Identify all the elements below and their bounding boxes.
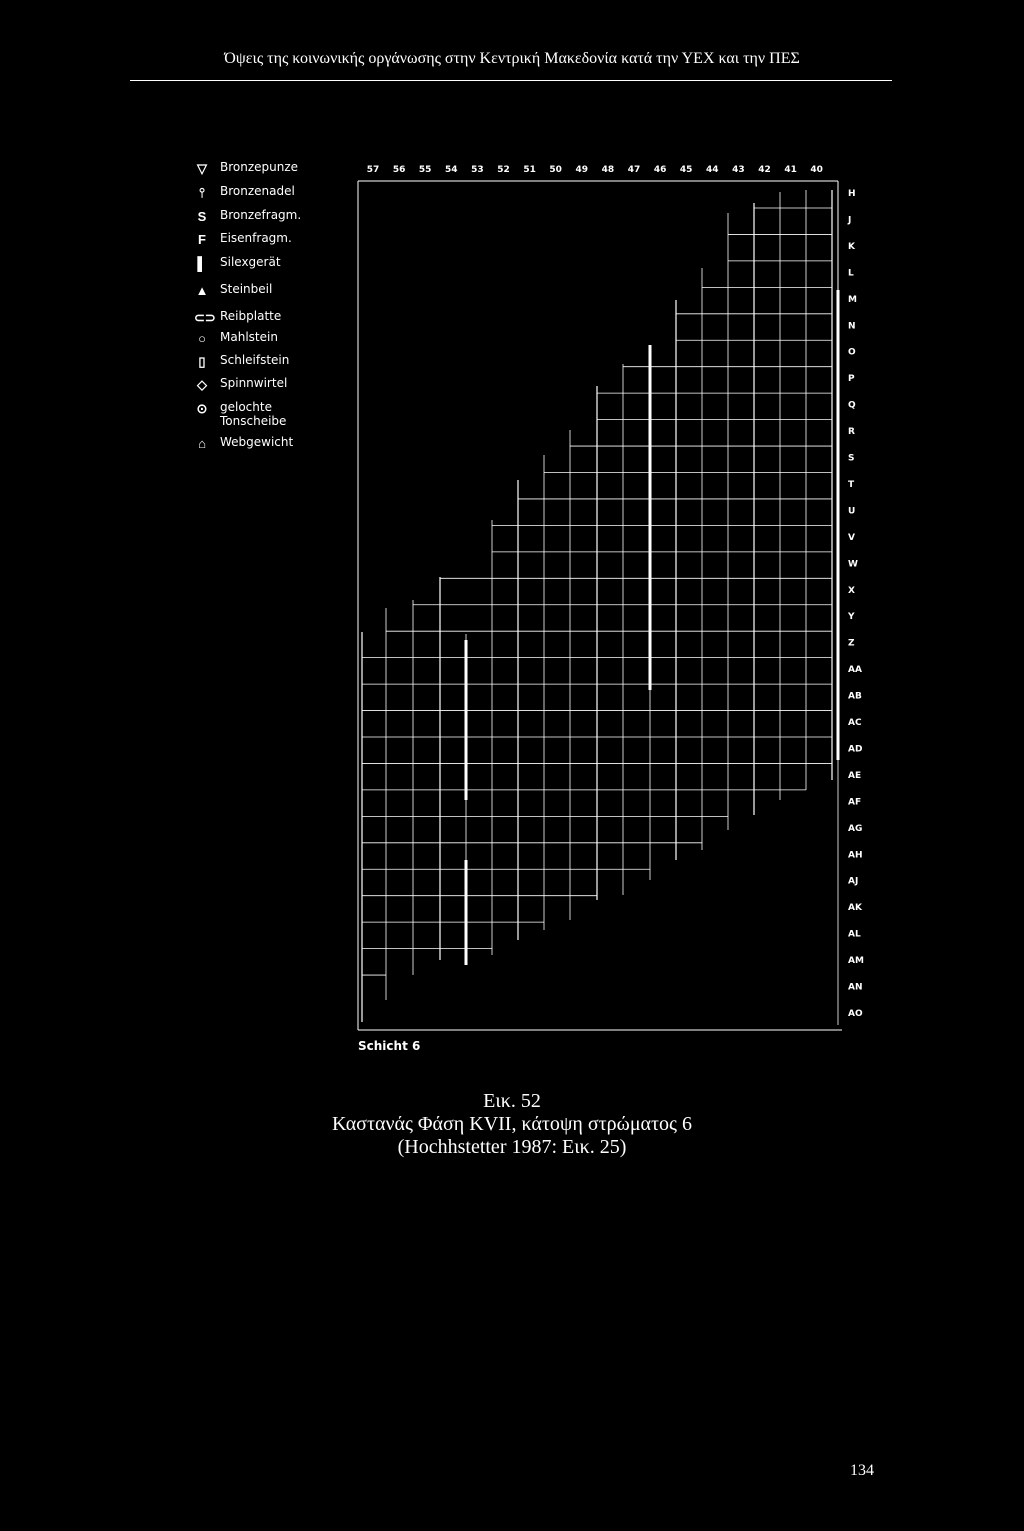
caption-source: (Hochhstetter 1987: Εικ. 25) — [397, 1136, 627, 1158]
legend-label: Steinbeil — [220, 282, 273, 296]
row-label: AG — [848, 823, 863, 834]
circle-icon: ○ — [198, 331, 206, 346]
figure-caption — [0, 1090, 1024, 1159]
legend-label: Bronzepunze — [220, 160, 299, 174]
column-label: 51 — [523, 165, 536, 175]
column-label: 41 — [784, 165, 797, 175]
row-label: O — [848, 347, 856, 358]
row-label: M — [848, 294, 857, 305]
row-label: L — [848, 268, 854, 279]
column-label: 52 — [497, 165, 510, 175]
column-label: 40 — [810, 165, 823, 175]
pin-icon: ⫯ — [199, 185, 205, 200]
layer-label: Schicht 6 — [358, 1039, 421, 1053]
legend-label: Bronzefragm. — [220, 208, 302, 222]
row-label: J — [848, 215, 852, 226]
column-label: 53 — [471, 165, 484, 175]
legend-label: Bronzenadel — [220, 184, 295, 198]
row-label: Q — [848, 400, 856, 411]
row-label: T — [848, 479, 855, 490]
row-label: AF — [848, 797, 862, 808]
rectangle-icon: ▯ — [198, 354, 206, 369]
column-label: 47 — [627, 165, 641, 175]
column-label: 56 — [392, 165, 406, 175]
legend-label: Schleifstein — [220, 353, 290, 367]
row-label: AB — [848, 691, 862, 702]
bar-icon: ▌ — [197, 256, 207, 271]
column-label: 43 — [732, 165, 745, 175]
column-label: 46 — [653, 165, 667, 175]
legend-label: Eisenfragm. — [220, 231, 292, 245]
grinding-slab-icon: ⊂⊃ — [194, 310, 216, 325]
column-label: 49 — [575, 165, 589, 175]
row-label: N — [848, 321, 856, 332]
row-label: Z — [848, 638, 855, 649]
letter-s-icon: S — [197, 209, 207, 224]
row-label: R — [848, 427, 855, 438]
row-label: AK — [848, 903, 862, 914]
row-label: AD — [848, 744, 863, 755]
column-label: 50 — [549, 165, 562, 175]
column-label: 42 — [758, 165, 771, 175]
row-label: AJ — [848, 876, 859, 887]
page-number: 134 — [850, 1462, 874, 1479]
row-label: V — [848, 532, 855, 543]
row-label: AL — [848, 929, 861, 940]
column-label: 45 — [679, 165, 693, 175]
diamond-icon: ◇ — [197, 377, 207, 392]
column-label: 57 — [366, 165, 380, 175]
running-title: Όψεις της κοινωνικής οργάνωσης στην Κεντρική Μακεδονία κατά την ΥΕΧ και την ΠΕΣ — [224, 50, 800, 67]
row-label: AC — [848, 718, 862, 728]
row-label: Y — [848, 612, 855, 623]
triangle-down-icon: ▽ — [197, 161, 207, 176]
row-label: H — [848, 189, 856, 199]
row-label: AN — [848, 982, 863, 993]
row-label: AM — [848, 956, 864, 967]
caption-figure-number: Εικ. 52 — [483, 1090, 541, 1112]
column-label: 54 — [445, 165, 458, 175]
column-label: 55 — [418, 165, 432, 175]
row-label: P — [848, 374, 855, 385]
row-label: W — [848, 559, 858, 570]
row-label: AO — [848, 1008, 863, 1019]
row-label: U — [848, 506, 856, 517]
row-label: K — [848, 241, 855, 252]
caption-title: Καστανάς Φάση KVII, κάτοψη στρώματος 6 — [332, 1113, 692, 1135]
row-label: X — [848, 585, 855, 596]
row-label: AA — [848, 665, 862, 676]
legend-label: gelochte Tonscheibe — [220, 400, 287, 428]
row-label: AE — [848, 770, 862, 781]
loom-weight-icon: ⌂ — [198, 436, 206, 451]
column-label: 48 — [601, 165, 615, 175]
legend-label: Webgewicht — [220, 435, 294, 449]
legend-label: Spinnwirtel — [220, 376, 288, 390]
legend-label: Reibplatte — [220, 309, 282, 323]
axe-icon: ▲ — [195, 283, 209, 298]
legend-label: Silexgerät — [220, 255, 281, 269]
row-label: AH — [848, 850, 863, 861]
row-label: S — [848, 453, 855, 464]
legend-label: Mahlstein — [220, 330, 278, 344]
letter-f-icon: F — [198, 232, 206, 247]
column-label: 44 — [706, 165, 719, 175]
perforated-disc-icon: ⊙ — [196, 401, 208, 416]
